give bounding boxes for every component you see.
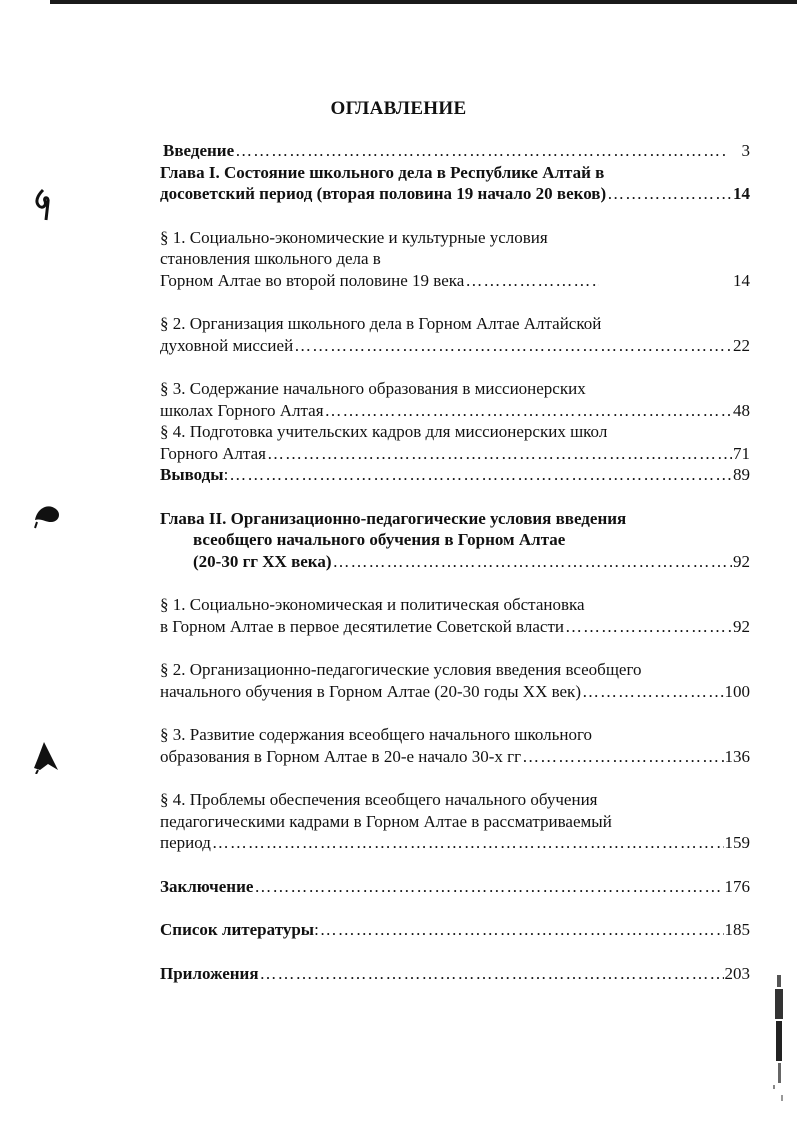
chapter-title-line: досоветский период (вторая половина 19 начало 20 веков) [160,184,607,203]
section-title-line: § 2. Организация школьного дела в Горном Алтае Алтайской [160,314,602,333]
toc-appendices [160,963,750,985]
chapter-title-line: всеобщего начального обучения в Горном Алтае [193,530,566,549]
table-of-contents [160,140,750,984]
toc-entry-label: Заключение [160,876,254,896]
page-number: 203 [724,963,750,983]
dot-leader [294,335,732,357]
chapter-title-line: Глава II. Организационно-педагогические условия введения [160,508,627,528]
page-title: ОГЛАВЛЕНИЕ [330,98,467,119]
section-title-line: духовной миссией [160,335,294,355]
page-number: 92 [733,616,750,636]
dot-leader [607,183,732,205]
dot-leader [320,919,724,941]
binding-mark-icon [30,740,60,774]
page-number: 185 [724,920,750,939]
chapter-title-line: (20-30 гг XX века) [193,551,332,571]
dot-leader [229,464,732,486]
section-title-line: Горного Алтая [160,443,266,463]
toc-section-2-3 [160,724,750,767]
scan-edge-noise [767,975,789,1105]
dot-leader [522,746,723,768]
page-number: 71 [733,443,750,463]
dot-leader [235,140,727,162]
toc-chapter-1 [160,162,750,205]
toc-conclusions: Выводы : ……………………………………………………………………………………………………………………………………………………………… 89 [160,464,750,486]
dot-leader [212,832,724,854]
section-title-line: начального обучения в Горном Алтае (20-30 годы XX век) [160,681,581,701]
page-number: 48 [733,400,750,420]
section-title-line: § 4. Подготовка учительских кадров для миссионерских школ [160,422,608,441]
binding-mark-icon [33,188,53,222]
toc-entry-label: Приложения [160,963,259,983]
section-title-line: § 3. Развитие содержания всеобщего начального школьного [160,725,593,744]
toc-section-2-2 [160,659,750,702]
page-number: 22 [733,335,750,355]
section-title-line: Горном Алтае во второй половине 19 века [160,270,465,290]
toc-section-2-4 [160,789,750,854]
dot-leader [565,616,732,638]
section-title-line: период [160,833,211,852]
page-number: 176 [724,876,750,896]
dot-leader [260,963,724,985]
toc-entry-intro [163,140,750,162]
section-title-line: педагогическими кадрами в Горном Алтае в рассматриваемый [160,811,612,831]
section-title-line: § 4. Проблемы обеспечения всеобщего начального обучения [160,790,598,809]
page-number: 3 [741,141,750,160]
toc-section-1-4 [160,421,750,464]
dot-leader [254,876,723,898]
binding-mark-icon [31,500,63,530]
section-title-line: § 1. Социально-экономическая и политическая обстановка [160,595,585,614]
page-number: 14 [733,184,750,203]
dot-leader [267,443,732,465]
toc-final-conclusion [160,876,750,898]
section-title-line: в Горном Алтае в первое десятилетие Советской власти [160,616,564,636]
page-number: 92 [733,551,750,571]
toc-entry-label: Список литературы [160,920,315,939]
page-number: 136 [724,746,750,766]
page-number: 159 [724,833,750,852]
dot-leader [325,400,732,422]
toc-bibliography: Список литературы : ……………………………………………………………………………………………………………………………………………………………… 185 [160,919,750,941]
section-title-line: § 3. Содержание начального образования в миссионерских [160,379,586,398]
section-title-line: образования в Горном Алтае в 20-е начало 30-х гг [160,746,522,766]
chapter-title-line: Глава I. Состояние школьного дела в Республике Алтай в [160,162,605,182]
page-number: 89 [733,465,750,484]
toc-entry-label: Введение [163,141,235,160]
section-title-line: § 1. Социально-экономические и культурные условия [160,227,548,247]
toc-entry-label: Выводы [160,465,224,484]
section-title-line: § 2. Организационно-педагогические условия введения всеобщего [160,660,642,679]
dot-leader [333,551,733,573]
toc-section-2-1 [160,594,750,637]
toc-chapter-2 [160,508,750,573]
toc-section-1-1 [160,227,750,292]
section-title-line: становления школьного дела в [160,249,381,268]
toc-section-1-3 [160,378,750,421]
section-title-line: школах Горного Алтая [160,400,324,420]
dot-leader [465,270,598,292]
scan-top-edge [50,0,797,4]
toc-section-1-2 [160,313,750,356]
page-number: 100 [724,681,750,701]
dot-leader [582,681,724,703]
page-number: 14 [733,270,751,290]
